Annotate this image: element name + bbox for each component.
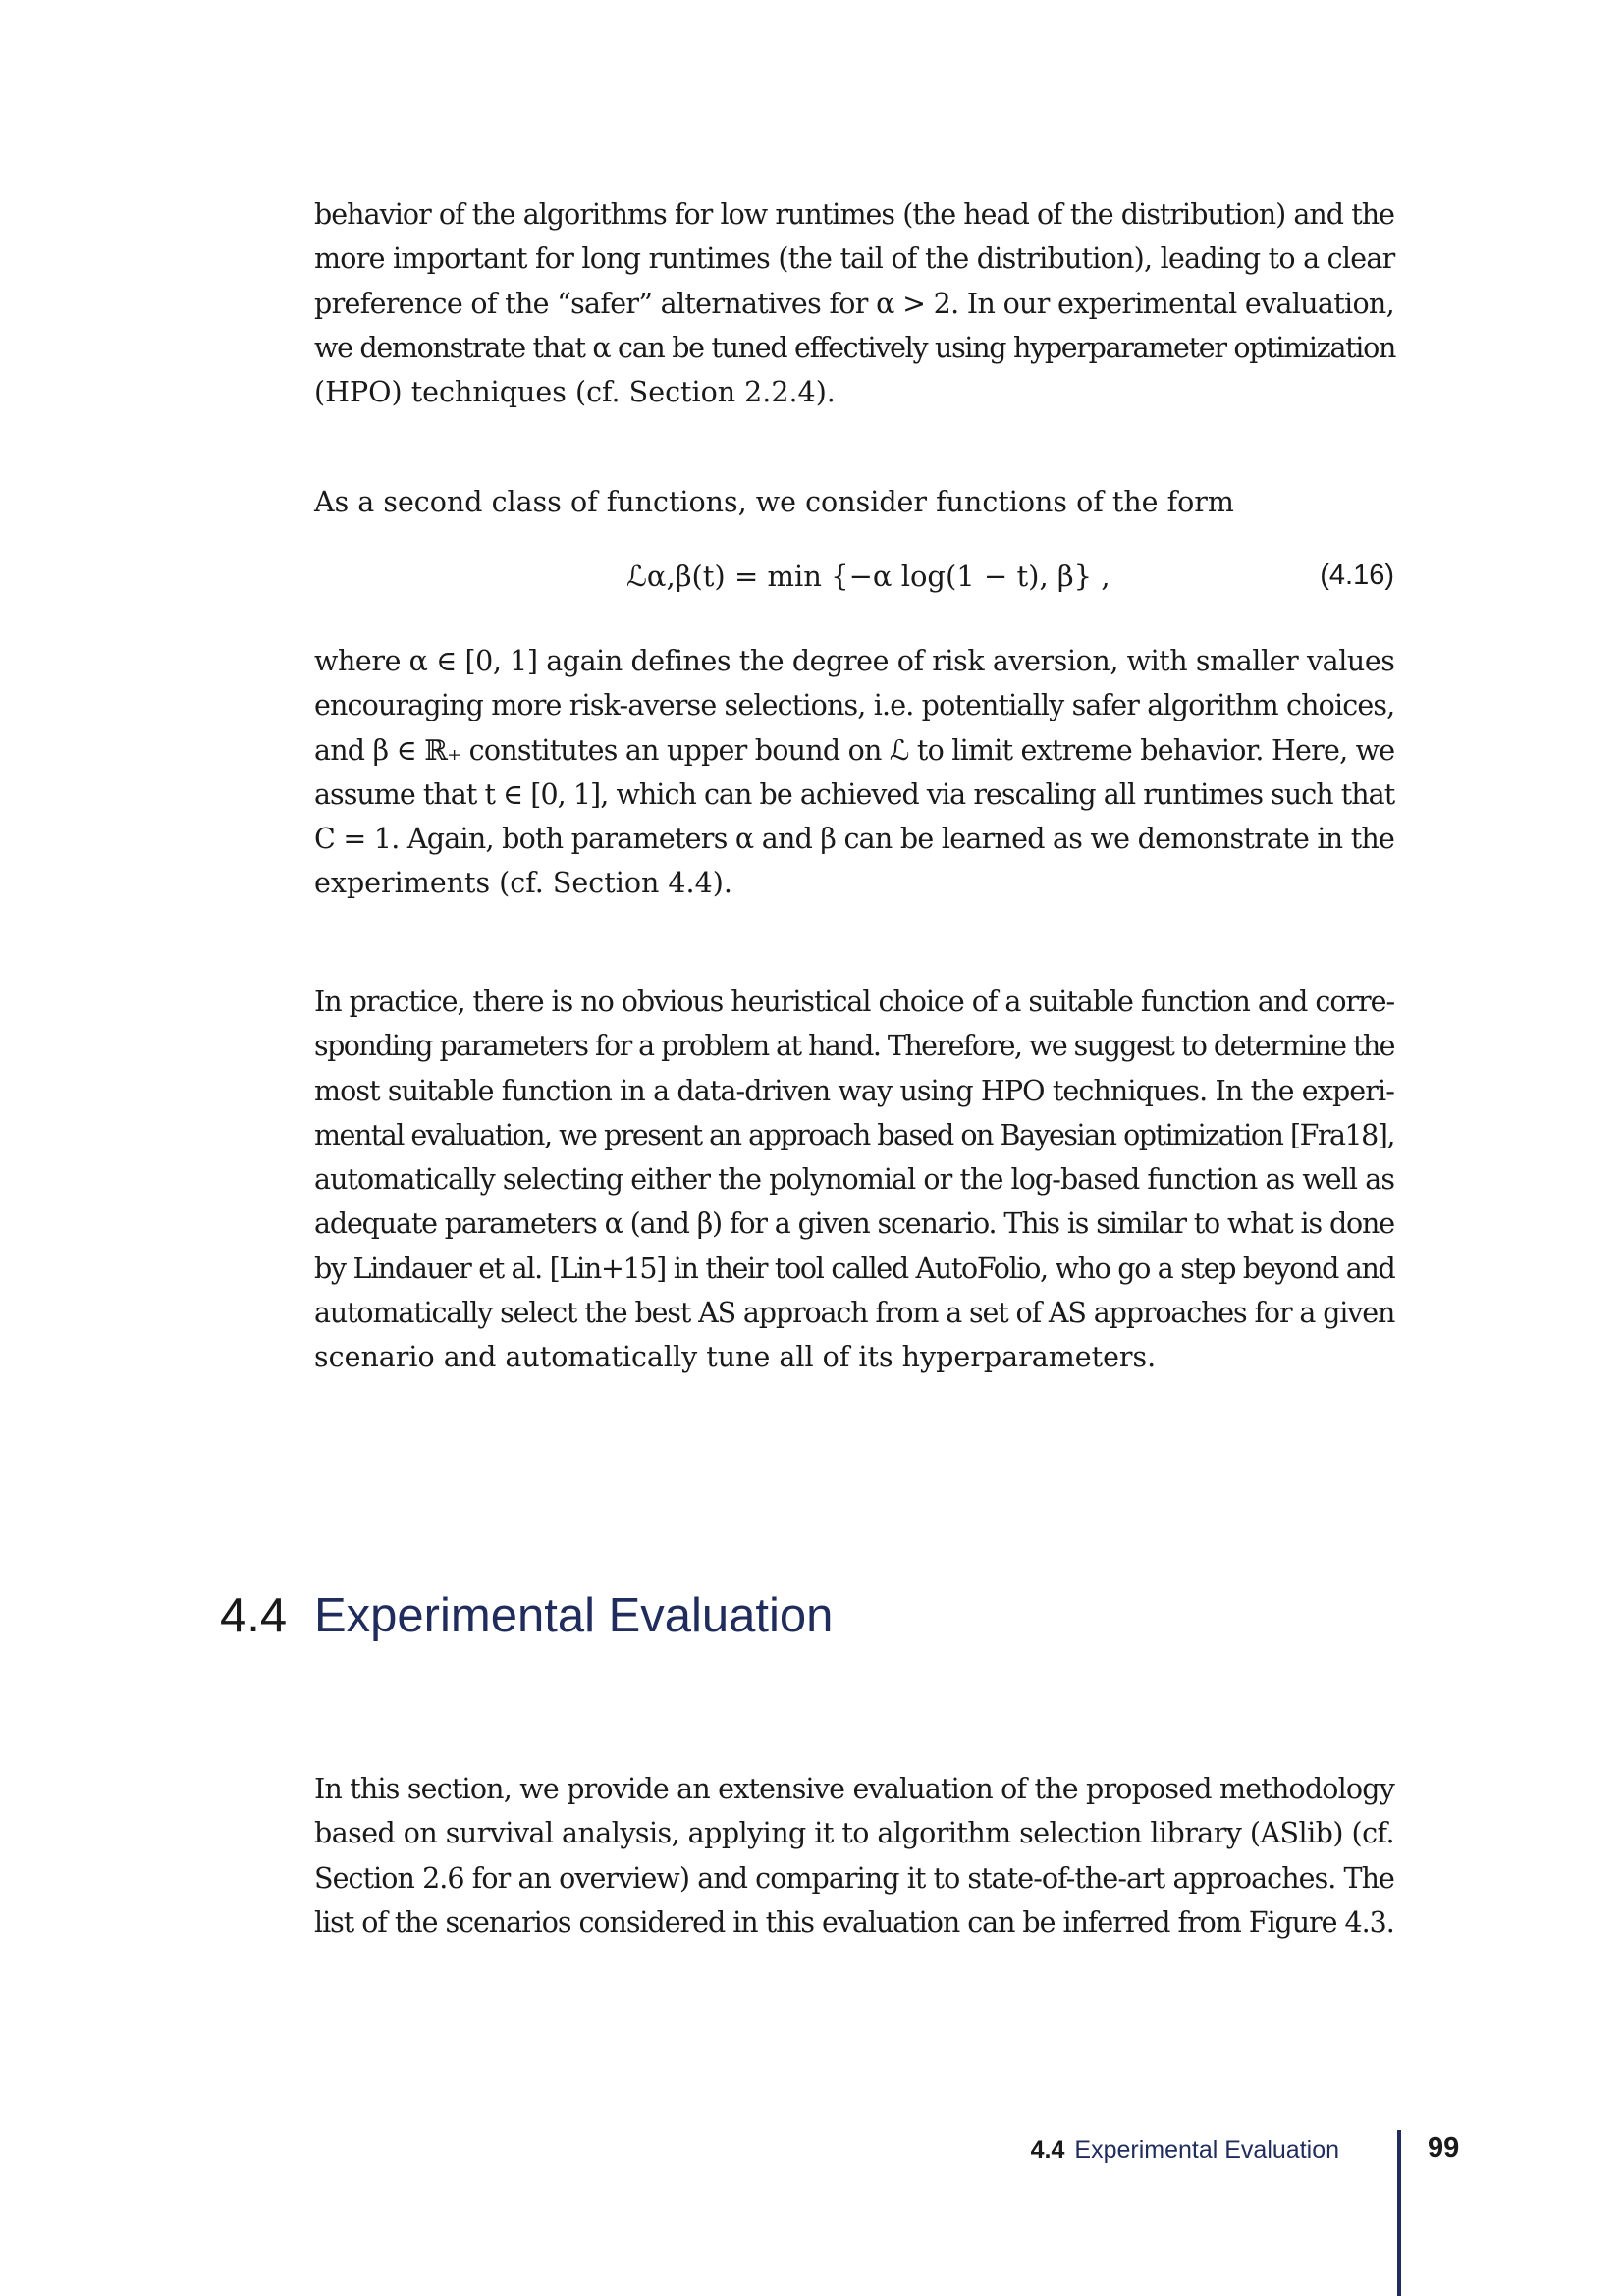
footer-section-title: Experimental Evaluation bbox=[1074, 2136, 1339, 2163]
text-line: mental evaluation, we present an approach based on Bayesian optimization [Fra18], bbox=[314, 1118, 1394, 1151]
text-line: automatically selecting either the polynomial or the log-based function as well as bbox=[314, 1163, 1395, 1197]
section-title: Experimental Evaluation bbox=[314, 1589, 834, 1642]
paragraph-2 bbox=[314, 480, 1394, 524]
text-line: behavior of the algorithms for low runtimes (the head of the distribution) and the bbox=[314, 198, 1394, 231]
text-line: preference of the “safer” alternatives for α > 2. In our experimental evaluation, bbox=[314, 287, 1394, 320]
text-line: In this section, we provide an extensive evaluation of the proposed methodology bbox=[314, 1773, 1394, 1805]
paragraph-1 bbox=[314, 192, 1394, 414]
text-line: As a second class of functions, we consider functions of the form bbox=[314, 486, 1234, 518]
text-line: scenario and automatically tune all of its hyperparameters. bbox=[314, 1341, 1157, 1374]
text-line: Section 2.6 for an overview) and comparing it to state-of-the-art approaches. The bbox=[314, 1861, 1394, 1895]
paragraph-3 bbox=[314, 639, 1394, 906]
page-number: 99 bbox=[1428, 2132, 1460, 2163]
section-heading bbox=[220, 1588, 833, 1643]
text-line: experiments (cf. Section 4.4). bbox=[314, 867, 732, 900]
footer-section-number: 4.4 bbox=[1030, 2136, 1065, 2163]
running-footer bbox=[1031, 2136, 1339, 2164]
text-line: automatically select the best AS approach from a set of AS approaches for a given bbox=[314, 1297, 1395, 1330]
section-number: 4.4 bbox=[220, 1589, 288, 1642]
text-line: most suitable function in a data-driven way using HPO techniques. In the experi- bbox=[314, 1074, 1394, 1107]
paragraph-4 bbox=[314, 980, 1394, 1380]
text-line: more important for long runtimes (the tail of the distribution), leading to a clear bbox=[314, 242, 1395, 276]
text-line: (HPO) techniques (cf. Section 2.2.4). bbox=[314, 376, 836, 409]
text-line: list of the scenarios considered in this evaluation can be inferred from Figure 4.3. bbox=[314, 1905, 1394, 1939]
text-line: we demonstrate that α can be tuned effectively using hyperparameter optimization bbox=[314, 331, 1396, 364]
text-line: sponding parameters for a problem at hand. Therefore, we suggest to determine the bbox=[314, 1030, 1394, 1063]
paragraph-5 bbox=[314, 1767, 1394, 1945]
footer-rule bbox=[1397, 2130, 1401, 2296]
equation-number: (4.16) bbox=[1320, 560, 1394, 591]
text-line: assume that t ∈ [0, 1], which can be achieved via rescaling all runtimes such that bbox=[314, 777, 1395, 811]
text-line: adequate parameters α (and β) for a given scenario. This is similar to what is done bbox=[314, 1207, 1394, 1241]
equation-expression: ℒα,β(t) = min {−α log(1 − t), β} , bbox=[626, 560, 1110, 593]
text-line: and β ∈ ℝ₊ constitutes an upper bound on ℒ to limit extreme behavior. Here, we bbox=[314, 733, 1395, 767]
text-line: In practice, there is no obvious heuristical choice of a suitable function and corre- bbox=[314, 986, 1395, 1018]
text-line: encouraging more risk-averse selections, i.e. potentially safer algorithm choices, bbox=[314, 689, 1395, 722]
text-line: based on survival analysis, applying it to algorithm selection library (ASlib) (cf. bbox=[314, 1817, 1394, 1850]
text-line: C = 1. Again, both parameters α and β can be learned as we demonstrate in the bbox=[314, 823, 1395, 856]
text-line: by Lindauer et al. [Lin+15] in their tool called AutoFolio, who go a step beyond and bbox=[314, 1252, 1395, 1285]
equation-4-16 bbox=[314, 560, 1394, 609]
text-line: where α ∈ [0, 1] again defines the degree of risk aversion, with smaller values bbox=[314, 645, 1395, 677]
